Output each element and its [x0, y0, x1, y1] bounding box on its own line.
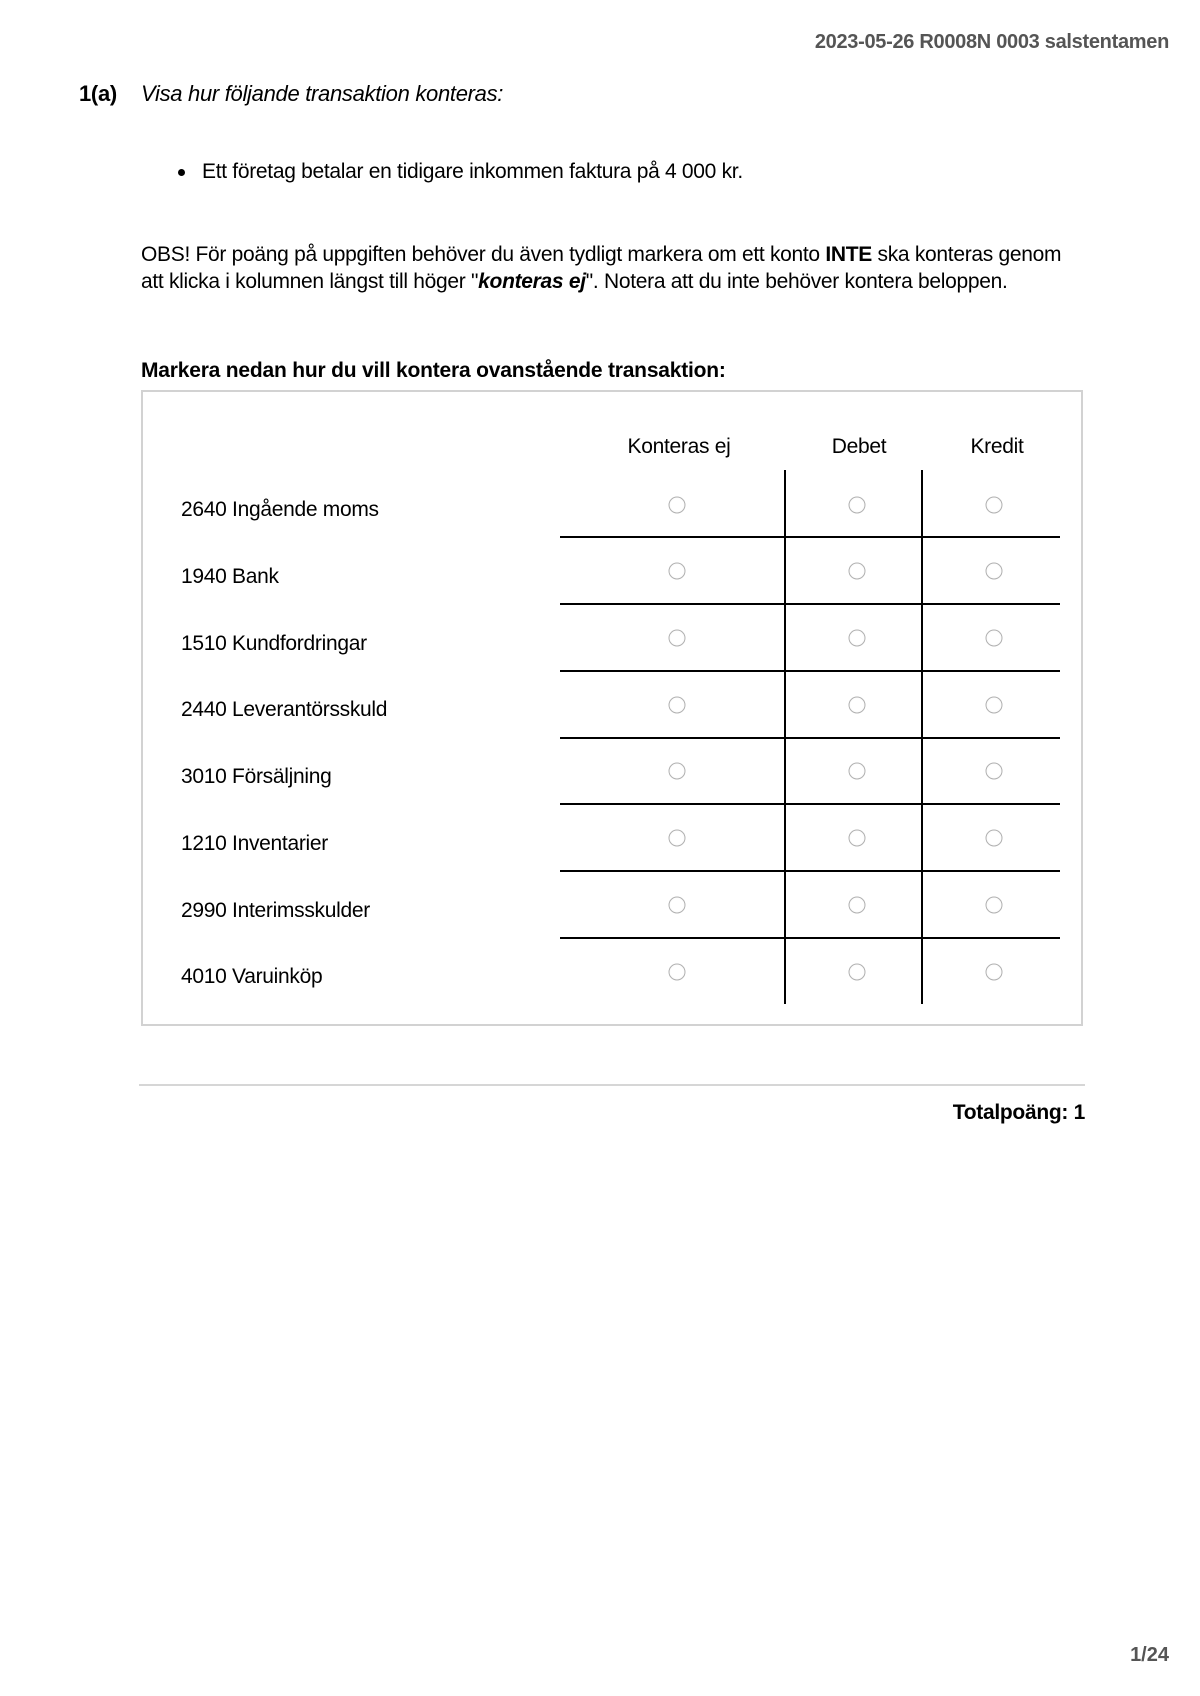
radio-konteras-ej[interactable]	[669, 763, 686, 780]
radio-konteras-ej[interactable]	[669, 830, 686, 847]
radio-konteras-ej[interactable]	[669, 697, 686, 714]
note-text: OBS! För poäng på uppgiften behöver du även tydligt markera om ett konto	[141, 243, 826, 266]
radio-kredit[interactable]	[986, 897, 1003, 914]
radio-konteras-ej[interactable]	[669, 497, 686, 514]
radio-konteras-ej[interactable]	[669, 897, 686, 914]
question-number: 1(a)	[79, 81, 117, 106]
radio-debet[interactable]	[849, 697, 866, 714]
radio-kredit[interactable]	[986, 964, 1003, 981]
radio-debet[interactable]	[849, 897, 866, 914]
answer-matrix	[141, 390, 1083, 1026]
note-emphasis: konteras ej	[478, 270, 586, 293]
radio-konteras-ej[interactable]	[669, 563, 686, 580]
column-header-konteras-ej: Konteras ej	[627, 435, 731, 458]
account-label: 1210 Inventarier	[181, 832, 328, 855]
radio-debet[interactable]	[849, 563, 866, 580]
account-label: 1940 Bank	[181, 565, 279, 588]
total-points: Totalpoäng: 1	[952, 1101, 1085, 1124]
row-separator	[560, 937, 1060, 939]
note-text: ". Notera att du inte behöver kontera beloppen.	[585, 270, 1008, 293]
radio-debet[interactable]	[849, 497, 866, 514]
account-label: 2640 Ingående moms	[181, 498, 379, 521]
transaction-list	[178, 160, 743, 184]
radio-kredit[interactable]	[986, 630, 1003, 647]
radio-kredit[interactable]	[986, 763, 1003, 780]
row-separator	[560, 536, 1060, 538]
transaction-text: Ett företag betalar en tidigare inkommen faktura på 4 000 kr.	[202, 160, 743, 183]
radio-konteras-ej[interactable]	[669, 964, 686, 981]
radio-debet[interactable]	[849, 630, 866, 647]
radio-debet[interactable]	[849, 964, 866, 981]
page-number: 1/24	[1130, 1644, 1169, 1666]
question-title: Visa hur följande transaktion konteras:	[141, 81, 504, 106]
exam-header: 2023-05-26 R0008N 0003 salstentamen	[814, 31, 1169, 53]
radio-kredit[interactable]	[986, 830, 1003, 847]
radio-debet[interactable]	[849, 830, 866, 847]
note-emphasis: INTE	[825, 243, 872, 266]
column-header-kredit: Kredit	[970, 435, 1024, 458]
section-divider	[139, 1084, 1085, 1086]
column-header-debet: Debet	[831, 435, 887, 458]
account-label: 2440 Leverantörsskuld	[181, 698, 388, 721]
row-separator	[560, 803, 1060, 805]
note-text: ska konteras genom att klicka i kolumnen längst till höger "	[141, 243, 1062, 293]
account-label: 3010 Försäljning	[181, 765, 332, 788]
account-label: 2990 Interimsskulder	[181, 899, 370, 922]
row-separator	[560, 870, 1060, 872]
radio-kredit[interactable]	[986, 697, 1003, 714]
radio-konteras-ej[interactable]	[669, 630, 686, 647]
radio-kredit[interactable]	[986, 497, 1003, 514]
account-label: 1510 Kundfordringar	[181, 632, 367, 655]
list-item	[178, 160, 743, 184]
account-label: 4010 Varuinköp	[181, 965, 323, 988]
row-separator	[560, 670, 1060, 672]
radio-kredit[interactable]	[986, 563, 1003, 580]
row-separator	[560, 603, 1060, 605]
radio-debet[interactable]	[849, 763, 866, 780]
obs-note	[141, 241, 1081, 295]
table-instruction: Markera nedan hur du vill kontera ovanstående transaktion:	[141, 359, 726, 382]
bullet-icon	[178, 169, 185, 176]
row-separator	[560, 737, 1060, 739]
